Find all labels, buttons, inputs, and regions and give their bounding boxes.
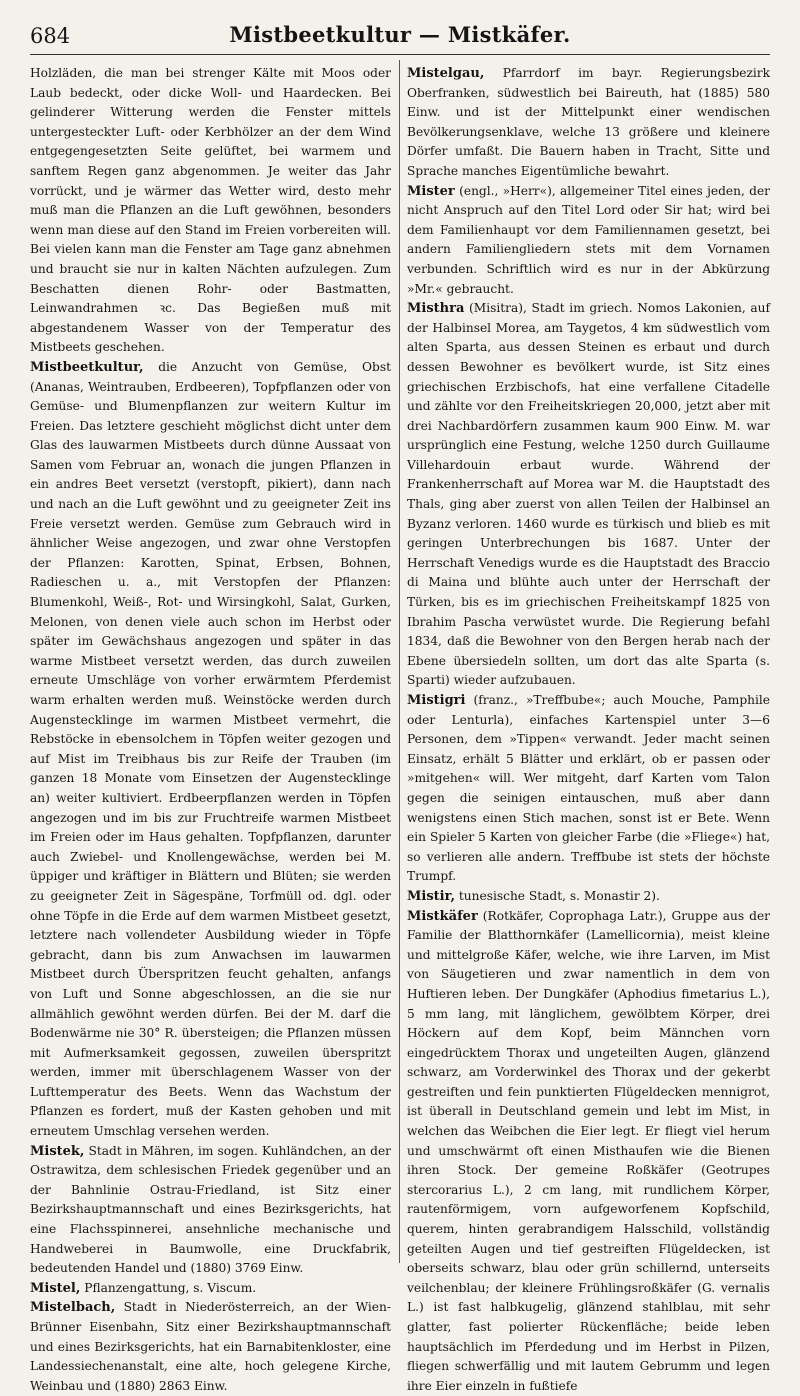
page-number: 684 (30, 24, 71, 48)
entry-headword: Mistelbach, (30, 1300, 116, 1316)
entry-continuation (30, 64, 391, 358)
page-header (30, 18, 770, 55)
entry-text: (franz., »Treffbube«; auch Mouche, Pamphile oder Lenturla), einfaches Kartenspiel unter 3—6 Personen, dem »Tippen« verwandt. Jeder macht seinen Einsatz, erhält 5 Blätter und erklärt, ob er passen oder »mitgehen« will. Wer mitgeht, darf Karten vom Talon gegen die seinigen eintauschen, muß aber dann wenigstens einen Stich machen, sonst ist er Bete. Wenn ein Spieler 5 Karten von gleicher Farbe (die »Fliege«) hat, so verlieren alle andern. Treffbube ist stets der höchste Trumpf. (407, 693, 770, 884)
entry-text: (Misitra), Stadt im griech. Nomos Lakonien, auf der Halbinsel Morea, am Taygetos, 4 km südwestlich vom alten Sparta, aus dessen Steinen es erbaut und durch dessen Bewohner es bevölkert wurde, ist Sitz eines griechischen Erzbischofs, hat eine verfallene Citadelle und zählte vor den Freiheitskriegen 20,000, jetzt aber mit drei Nachbardörfern zusammen kaum 900 Einw. M. war ursprünglich eine Festung, welche 1250 durch Guillaume Villehardouin erbaut wurde. Während der Frankenherrschaft auf Morea war M. die Hauptstadt des Thals, ging aber zuerst von allen Teilen der Halbinsel an Byzanz verloren. 1460 wurde es türkisch und blieb es mit geringen Unterbrechungen bis 1687. Unter der Herrschaft Venedigs wurde es die Hauptstadt des Braccio di Maina und blühte auch unter der Herrschaft der Türken, bis es im griechischen Freiheitskampf 1825 von Ibrahim Pascha verwüstet wurde. Die Regierung befahl 1834, daß die Bewohner von den Bergen herab nach der Ebene übersiedeln sollten, um dort das alte Sparta (s. Sparti) wieder aufzubauen. (407, 301, 770, 688)
entry-headword: Misthra (407, 301, 465, 317)
entry-mistek (30, 1142, 391, 1279)
entry-mistkaefer (407, 907, 770, 1396)
running-title: Mistbeetkultur — Mistkäfer. (229, 22, 571, 47)
entry-headword: Mister (407, 183, 455, 199)
entry-text: Pfarrdorf im bayr. Regierungsbezirk Oberfranken, südwestlich bei Baireuth, hat (1885) 580 Einw. und ist der Mittelpunkt einer wendischen Bevölkerungsenklave, welche 13 größere und kleinere Dörfer umfaßt. Die Bauern haben in Tracht, Sitte und Sprache manches Eigentümliche bewahrt. (407, 66, 770, 178)
entry-text: Holzläden, die man bei strenger Kälte mit Moos oder Laub bedeckt, oder dicke Woll- und Haardecken. Bei gelinderer Witterung werden die Fenster mittels untergesteckter Luft- oder Kerbhölzer an der dem Wind entgegengesetzten Seite gelüftet, bei warmem und sanftem Regen ganz abgenommen. Je weiter das Jahr vorrückt, und je wärmer das Wetter wird, desto mehr muß man die Pflanzen an die Luft gewöhnen, besonders wenn man diese auf den Stand im Freien vorbereiten will. Bei vielen kann man die Fenster am Tage ganz abnehmen und braucht sie nur in kalten Nächten aufzulegen. Zum Beschatten dienen Rohr- oder Bastmatten, Leinwandrahmen ꝛc. Das Begießen muß mit abgestandenem Wasser von der Temperatur des Mistbeets geschehen. (30, 66, 391, 355)
entry-mistelbach (30, 1298, 391, 1396)
entry-text: die Anzucht von Gemüse, Obst (Ananas, Weintrauben, Erdbeeren), Topfpflanzen oder von Gemüse- und Blumenpflanzen zur weitern Kultur im Freien. Das letztere geschieht möglichst dicht unter dem Glas des lauwarmen Mistbeets durch dünne Aussaat von Samen vom Februar an, wonach die jungen Pflanzen in ein andres Beet versetzt (verstopft, pikiert), dann nach und nach an die Luft gewöhnt und zu geeigneter Zeit ins Freie versetzt werden. Gemüse zum Gebrauch wird in ähnlicher Weise angezogen, und zwar ohne Verstopfen der Pflanzen: Karotten, Spinat, Erbsen, Bohnen, Radieschen u. a., mit Verstopfen der Pflanzen: Blumenkohl, Weiß-, Rot- und Wirsingkohl, Salat, Gurken, Melonen, von denen viele auch schon im Herbst oder später im Gewächshaus angezogen und später in das warme Mistbeet versetzt werden, das durch zuweilen erneute Umschläge von vorher erwärmtem Pferdemist warm erhalten werden muß. Weinstöcke werden durch Augenstecklinge im warmen Mistbeet vermehrt, die Rebstöcke in ebensolchem in Töpfen weiter gezogen und auf Mist im Treibhaus bis zur Reife der Trauben (im ganzen 18 Monate vom Einsetzen der Augenstecklinge an) weiter kultiviert. Erdbeerpflanzen werden in Töpfen angezogen und im bis zur Fruchtreife warmen Mistbeet im Freien oder im Haus gehalten. Topfpflanzen, darunter auch Zwiebel- und Knollengewächse, werden bei M. üppiger und kräftiger in Blättern und Blüten; sie werden zu geeigneter Zeit in Sägespäne, Torfmüll od. dgl. oder ohne Töpfe in die Erde auf dem warmen Mistbeet gesetzt, letztere nach vollendeter Ausbildung wieder in Töpfe gebracht, dann bis zum Anwachsen im lauwarmen Mistbeet durch Überspritzen feucht gehalten, anfangs von Luft und Sonne abgeschlossen, an die sie nur allmählich gewöhnt werden dürfen. Bei der M. darf die Bodenwärme nie 30° R. übersteigen; die Pflanzen müssen mit Aufmerksamkeit gegossen, zuweilen überspritzt werden, immer mit überschlagenem Wasser von der Lufttemperatur des Beets. Wenn das Wachstum der Pflanzen es fordert, muß der Kasten gehoben und mit erneutem Umschlag versehen werden. (30, 359, 391, 1139)
entry-mistel (30, 1279, 391, 1299)
entry-misthra (407, 299, 770, 691)
entry-mistbeetkultur (30, 358, 391, 1142)
entry-headword: Mistir, (407, 888, 456, 904)
entry-mister (407, 182, 770, 300)
entry-headword: Mistel, (30, 1280, 81, 1296)
entry-text: Stadt in Mähren, im sogen. Kuhländchen, an der Ostrawitza, dem schlesischen Friedek gegenüber und an der Bahnlinie Ostrau-Friedland, ist Sitz einer Bezirkshauptmannschaft und eines Bezirksgerichts, hat eine Flachsspinnerei, ansehnliche mechanische und Handweberei in Baumwolle, eine Druckfabrik, bedeutenden Handel und (1880) 3769 Einw. (30, 1143, 391, 1276)
entry-text: Stadt in Niederösterreich, an der Wien-Brünner Eisenbahn, Sitz einer Bezirkshauptmannschaft und eines Bezirksgerichts, hat ein Barnabitenkloster, eine Landessiechenanstalt, eine alte, hoch gelegene Kirche, Weinbau und (1880) 2863 Einw. (30, 1300, 391, 1393)
entry-text: Pflanzengattung, s. Viscum. (80, 1280, 257, 1295)
entry-headword: Mistbeetkultur, (30, 359, 144, 375)
entry-mistigri (407, 691, 770, 887)
entry-headword: Mistelgau, (407, 66, 485, 81)
entry-text: (Rotkäfer, Coprophaga Latr.), Gruppe aus der Familie der Blatthornkäfer (Lamellicornia), meist kleine und mittelgroße Käfer, welche, wie ihre Larven, im Mist von Säugetieren und zwar namentlich in dem von Huftieren leben. Der Dungkäfer (Aphodius fimetarius L.), 5 mm lang, mit länglichem, gewölbtem Körper, drei Höckern auf dem Kopf, beim Männchen vorn eingedrücktem Thorax und ungeteilten Augen, glänzend schwarz, am Vorderwinkel des Thorax und der gekerbt gestreiften und fein punktierten Flügeldecken mennigrot, ist überall in Deutschland gemein und lebt im Mist, in welchen das Weibchen die Eier legt. Er fliegt viel herum und umschwärmt oft einen Misthaufen wie die Bienen ihren Stock. Der gemeine Roßkäfer (Geotrupes stercorarius L.), 2 cm lang, mit rundlichem Körper, rautenförmigem, vorn aufgeworfenem Kopfschild, querem, hinten gerabrandigem Halsschild, vollständig geteilten Augen und tief gestreiften Flügeldecken, ist oberseits schwarz, blau oder grün schillernd, unterseits veilchenblau; der kleinere Frühlingsroßkäfer (G. vernalis L.) ist fast halbkugelig, glänzend stahlblau, mit sehr glatter, fast polierter Rückenfläche; beide leben hauptsächlich im Pferdedung und im Herbst in Pilzen, fliegen schwerfällig und mit lautem Gebrumm und legen ihre Eier einzeln in fußtiefe (407, 908, 770, 1393)
left-column (30, 64, 391, 1393)
entry-text: tunesische Stadt, s. Monastir 2). (455, 888, 660, 903)
entry-headword: Mistek, (30, 1143, 85, 1159)
entry-mistelgau (407, 64, 770, 182)
entry-text: (engl., »Herr«), allgemeiner Titel eines jeden, der nicht Anspruch auf den Titel Lord oder Sir hat; wird bei dem Familienhaupt vor dem Familiennamen gesetzt, bei andern Familiengliedern stets mit dem Vornamen verbunden. Schriftlich wird es nur in der Abkürzung »Mr.« gebraucht. (407, 183, 770, 296)
entry-headword: Mistigri (407, 693, 466, 708)
column-divider (399, 60, 400, 1263)
entry-mistir (407, 887, 770, 907)
right-column (407, 64, 770, 1393)
entry-headword: Mistkäfer (407, 908, 478, 924)
